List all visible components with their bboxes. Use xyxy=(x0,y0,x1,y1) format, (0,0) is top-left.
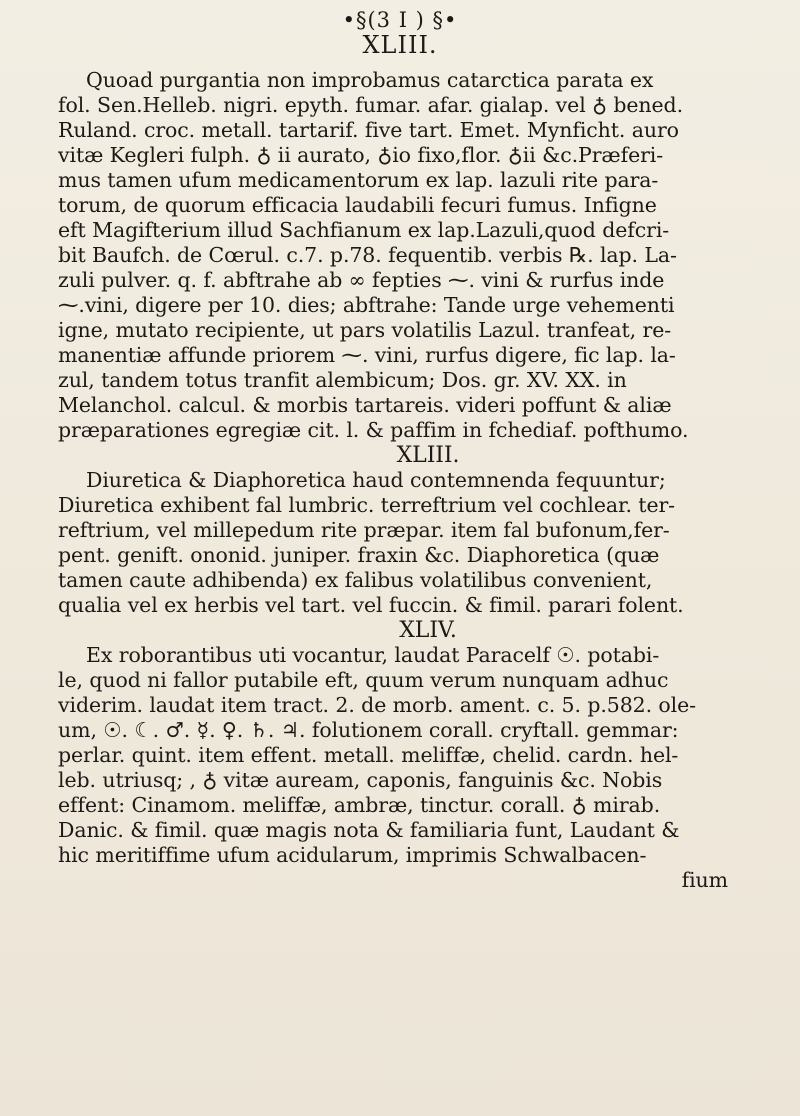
text-line: Danic. & fimil. quæ magis nota & familiaria funt, Laudant & xyxy=(58,818,680,842)
text-line: effent: Cinamom. meliffæ, ambræ, tinctur. corall. ♁ mirab. xyxy=(58,793,661,817)
text-line: perlar. quint. item effent. metall. meliffæ, chelid. cardn. hel- xyxy=(58,743,679,767)
section-heading: XLIV. xyxy=(399,618,457,643)
text-line: le, quod ni fallor putabile eft, quum verum nunquam adhuc xyxy=(58,668,669,692)
text-line: igne, mutato recipiente, ut pars volatilis Lazul. tranfeat, re- xyxy=(58,318,672,342)
text-line: ⁓.vini, digere per 10. dies; abftrahe: Tande urge vehementi xyxy=(58,293,675,317)
text-line: Melanchol. calcul. & morbis tartareis. videri poffunt & aliæ xyxy=(58,393,672,417)
text-line: Quoad purgantia non improbamus catarctica parata ex xyxy=(86,68,654,92)
text-line: præparationes egregiæ cit. l. & paffim in fchediaf. pofthumo. xyxy=(58,418,689,442)
text-line: bit Baufch. de Cœrul. c.7. p.78. fequentib. verbis ℞. lap. La- xyxy=(58,243,677,267)
text-line: Ruland. croc. metall. tartarif. five tart. Emet. Mynficht. auro xyxy=(58,118,679,142)
text-line: pent. genift. ononid. juniper. fraxin &c. Diaphoretica (quæ xyxy=(58,543,660,567)
text-line: Diuretica exhibent fal lumbric. terreftrium vel cochlear. ter- xyxy=(58,493,675,517)
section-heading: XLIII. xyxy=(396,443,460,468)
page-ornament: •§(3 I ) §• xyxy=(342,8,458,32)
section-number: XLIII. xyxy=(362,31,438,59)
text-line: vitæ Kegleri fulph. ♁ ii aurato, ♁io fixo,flor. ♁ii &c.Præferi- xyxy=(58,143,664,167)
text-line: um, ☉. ☾. ♂. ☿. ♀. ♄. ♃. folutionem corall. cryftall. gemmar: xyxy=(58,718,679,742)
text-line: viderim. laudat item tract. 2. de morb. ament. c. 5. p.582. ole- xyxy=(58,693,696,717)
text-line: zul, tandem totus tranfit alembicum; Dos. gr. XV. XX. in xyxy=(58,368,627,392)
catchword: fium xyxy=(681,868,728,892)
text-line: Diuretica & Diaphoretica haud contemnenda fequuntur; xyxy=(86,468,666,492)
text-line: Ex roborantibus uti vocantur, laudat Paracelf ☉. potabi- xyxy=(86,643,660,667)
text-line: zuli pulver. q. f. abftrahe ab ∞ fepties ⁓. vini & rurfus inde xyxy=(58,268,665,292)
page-header xyxy=(0,8,800,58)
text-line: hic meritiffime ufum acidularum, imprimis Schwalbacen- xyxy=(58,843,647,867)
body-text xyxy=(58,68,758,893)
text-line: qualia vel ex herbis vel tart. vel fuccin. & fimil. parari folent. xyxy=(58,593,684,617)
text-line: tamen caute adhibenda) ex falibus volatilibus convenient, xyxy=(58,568,653,592)
text-line: leb. utriusq; , ♁ vitæ auream, caponis, fanguinis &c. Nobis xyxy=(58,768,663,792)
text-line: reftrium, vel millepedum rite præpar. item fal bufonum,fer- xyxy=(58,518,670,542)
text-line: fol. Sen.Helleb. nigri. epyth. fumar. afar. gialap. vel ♁ bened. xyxy=(58,93,683,117)
text-line: torum, de quorum efficacia laudabili fecuri fumus. Infigne xyxy=(58,193,657,217)
text-line: mus tamen ufum medicamentorum ex lap. lazuli rite para- xyxy=(58,168,659,192)
text-line: manentiæ affunde priorem ⁓. vini, rurfus digere, fic lap. la- xyxy=(58,343,676,367)
text-line: eft Magifterium illud Sachfianum ex lap.Lazuli,quod defcri- xyxy=(58,218,670,242)
